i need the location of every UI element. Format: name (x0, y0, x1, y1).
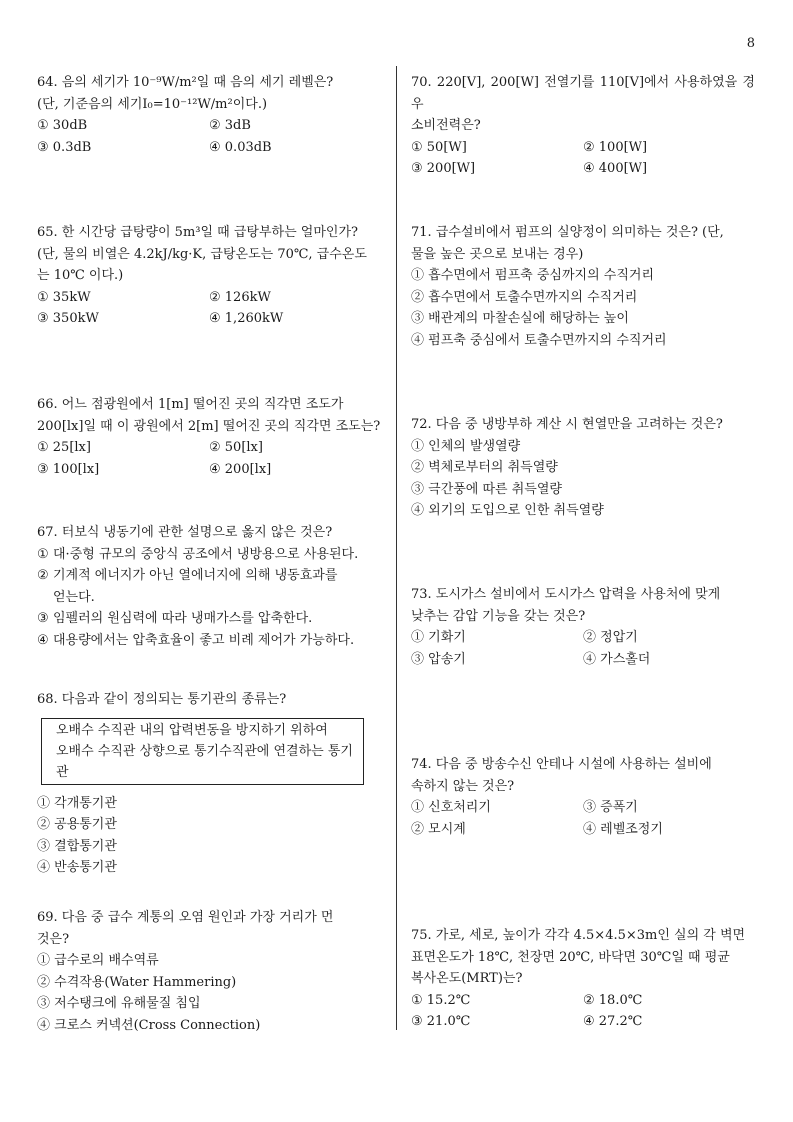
definition-line: 오배수 수직관 상향으로 통기수직관에 연결하는 통기관 (56, 743, 353, 780)
answer-option[interactable]: ② 100[W] (583, 139, 648, 155)
question-stem-line: 69. 다음 중 급수 계통의 오염 원인과 가장 거리가 먼 (37, 910, 334, 925)
answer-option[interactable]: ① 35kW (37, 289, 91, 305)
answer-option[interactable]: ① 각개통기관 (37, 795, 117, 811)
answer-option[interactable]: ① 15.2℃ (411, 992, 471, 1008)
answer-option[interactable]: ① 신호처리기 (411, 800, 491, 815)
question-q71 (411, 222, 755, 351)
question-stem-line: 물을 높은 곳으로 보내는 경우) (411, 246, 584, 262)
answer-option[interactable]: ④ 가스홀더 (583, 651, 651, 667)
answer-option[interactable]: ③ 압송기 (411, 651, 466, 667)
answer-option[interactable]: ④ 200[lx] (209, 461, 272, 477)
answer-option[interactable]: ③ 100[lx] (37, 461, 100, 477)
question-stem-line: 74. 다음 중 방송수신 안테나 시설에 사용하는 설비에 (411, 757, 712, 772)
option-text (53, 544, 358, 566)
option-number: ④ (37, 632, 49, 648)
answer-option[interactable]: ① 급수로의 배수역류 (37, 953, 159, 968)
question-stem-line: (단, 물의 비열은 4.2kJ/kg·K, 급탕온도는 70℃, 급수온도 (37, 246, 367, 262)
question-stem-line: 70. 220[V], 200[W] 전열기를 110[V]에서 사용하였을 경우 (411, 75, 755, 112)
question-stem (37, 222, 381, 287)
question-q64 (37, 72, 381, 158)
option-text (53, 565, 337, 608)
answer-option[interactable]: ② 흡수면에서 토출수면까지의 수직거리 (411, 289, 638, 305)
question-stem (37, 907, 381, 950)
answer-option[interactable]: ② 모시계 (411, 821, 466, 837)
answer-option[interactable]: ① 50[W] (411, 139, 467, 155)
question-stem-line: 65. 한 시간당 급탕량이 5m³일 때 급탕부하는 얼마인가? (37, 225, 358, 240)
answer-options (37, 115, 381, 158)
question-stem-line: 64. 음의 세기가 10⁻⁹W/m²일 때 음의 세기 레벨은? (37, 75, 334, 90)
answer-option[interactable]: ④ 레벨조정기 (583, 821, 663, 837)
question-stem (411, 584, 755, 627)
question-stem (411, 72, 755, 137)
answer-option[interactable]: ④ 크로스 커넥션(Cross Connection) (37, 1017, 261, 1033)
answer-option[interactable]: ③ 350kW (37, 311, 99, 326)
question-stem-line: (단, 기준음의 세기I₀=10⁻¹²W/m²이다.) (37, 96, 268, 112)
question-stem-line: 것은? (37, 931, 70, 947)
question-q65 (37, 222, 381, 330)
answer-option[interactable]: ① 흡수면에서 펌프축 중심까지의 수직거리 (411, 268, 655, 283)
question-q74 (411, 754, 755, 840)
question-stem-line: 속하지 않는 것은? (411, 778, 515, 794)
question-stem-line: 67. 터보식 냉동기에 관한 설명으로 옳지 않은 것은? (37, 525, 333, 540)
answer-option[interactable]: ③ 200[W] (411, 161, 476, 176)
question-stem-line: 낮추는 감압 기능을 갖는 것은? (411, 608, 586, 624)
option-text-line: 기계적 에너지가 아닌 열에너지에 의해 냉동효과를 (53, 568, 338, 583)
answer-option[interactable]: ④ 1,260kW (209, 311, 284, 326)
page-number: 8 (746, 36, 755, 51)
answer-option[interactable] (37, 608, 381, 630)
answer-option[interactable]: ② 126kW (209, 289, 271, 305)
question-stem (411, 925, 755, 990)
answer-option[interactable]: ③ 결합통기관 (37, 838, 117, 854)
answer-option[interactable]: ④ 400[W] (583, 161, 648, 176)
answer-option[interactable] (37, 565, 381, 608)
question-q66 (37, 394, 381, 480)
question-stem-line: 66. 어느 점광원에서 1[m] 떨어진 곳의 직각면 조도가 (37, 397, 344, 412)
answer-options (411, 797, 755, 840)
answer-options (411, 265, 755, 351)
answer-option[interactable]: ③ 극간풍에 따른 취득열량 (411, 481, 562, 497)
answer-option[interactable]: ① 인체의 발생열량 (411, 438, 521, 454)
answer-option[interactable]: ② 수격작용(Water Hammering) (37, 974, 237, 990)
answer-option[interactable] (37, 544, 381, 566)
answer-option[interactable]: ② 벽체로부터의 취득열량 (411, 460, 558, 475)
question-stem-line: 68. 다음과 같이 정의되는 통기관의 종류는? (37, 692, 287, 707)
question-stem (411, 222, 755, 265)
answer-option[interactable]: ④ 외기의 도입으로 인한 취득열량 (411, 503, 604, 518)
option-text-line: 대·중형 규모의 중앙식 공조에서 냉방용으로 사용된다. (53, 546, 359, 562)
answer-option[interactable]: ③ 21.0℃ (411, 1014, 471, 1029)
question-stem (37, 394, 381, 437)
answer-option[interactable]: ④ 반송통기관 (37, 860, 117, 875)
question-stem-line: 는 10℃ 이다.) (37, 268, 124, 283)
question-stem-line: 표면온도가 18℃, 천장면 20℃, 바닥면 30℃일 때 평균 (411, 949, 730, 965)
question-q69 (37, 907, 381, 1036)
answer-options (37, 437, 381, 480)
answer-options (411, 990, 755, 1033)
question-stem-line: 73. 도시가스 설비에서 도시가스 압력을 사용처에 맞게 (411, 587, 721, 602)
answer-option[interactable]: ② 공용통기관 (37, 817, 117, 832)
question-stem (411, 754, 755, 797)
definition-box (41, 718, 364, 785)
question-stem-line: 75. 가로, 세로, 높이가 각각 4.5×4.5×3m인 실의 각 벽면 (411, 928, 746, 943)
option-number: ③ (37, 611, 49, 626)
option-text-line: 얻는다. (53, 589, 95, 605)
column-divider (396, 66, 397, 1030)
question-q67 (37, 522, 381, 651)
answer-option[interactable] (37, 630, 381, 652)
answer-option[interactable]: ② 50[lx] (209, 440, 263, 455)
answer-options (37, 793, 381, 879)
question-stem (37, 689, 381, 711)
answer-option[interactable]: ④ 펌프축 중심에서 토출수면까지의 수직거리 (411, 332, 667, 348)
answer-option[interactable]: ② 3dB (209, 118, 251, 133)
answer-options (411, 627, 755, 670)
answer-options (37, 544, 381, 652)
answer-option[interactable]: ③ 배관계의 마찰손실에 해당하는 높이 (411, 311, 629, 326)
question-stem (37, 72, 381, 115)
question-stem-line: 72. 다음 중 냉방부하 계산 시 현열만을 고려하는 것은? (411, 417, 723, 432)
question-stem-line: 200[lx]일 때 이 광원에서 2[m] 떨어진 곳의 직각면 조도는? (37, 418, 381, 434)
option-number: ① (37, 546, 49, 562)
option-number: ② (37, 568, 49, 583)
question-q73 (411, 584, 755, 670)
question-q72 (411, 414, 755, 522)
answer-options (37, 287, 381, 330)
answer-option[interactable]: ① 30dB (37, 118, 88, 133)
question-q75 (411, 925, 755, 1033)
answer-option[interactable]: ① 기화기 (411, 630, 466, 645)
answer-option[interactable]: ③ 0.3dB (37, 139, 92, 155)
question-stem-line: 복사온도(MRT)는? (411, 971, 523, 986)
answer-option[interactable]: ② 정압기 (583, 630, 638, 645)
question-stem-line: 71. 급수설비에서 펌프의 실양정이 의미하는 것은? (단, (411, 225, 724, 240)
question-q68 (37, 689, 381, 879)
question-stem-line: 소비전력은? (411, 118, 481, 133)
answer-options (411, 137, 755, 180)
question-stem (37, 522, 381, 544)
option-text (53, 630, 354, 652)
answer-option[interactable]: ④ 27.2℃ (583, 1014, 643, 1029)
answer-options (37, 950, 381, 1036)
question-q70 (411, 72, 755, 180)
question-stem (411, 414, 755, 436)
option-text-line: 대용량에서는 압축효율이 좋고 비례 제어가 가능하다. (53, 632, 355, 648)
answer-option[interactable]: ② 18.0℃ (583, 992, 643, 1008)
answer-options (411, 436, 755, 522)
option-text (53, 608, 312, 630)
definition-line: 오배수 수직관 내의 압력변동을 방지하기 위하여 (56, 722, 328, 738)
answer-option[interactable]: ③ 저수탱크에 유해물질 침입 (37, 996, 201, 1011)
answer-option[interactable]: ④ 0.03dB (209, 139, 272, 155)
option-text-line: 임펠러의 원심력에 따라 냉매가스를 압축한다. (53, 611, 313, 626)
answer-option[interactable]: ① 25[lx] (37, 440, 91, 455)
answer-option[interactable]: ③ 증폭기 (583, 800, 638, 815)
